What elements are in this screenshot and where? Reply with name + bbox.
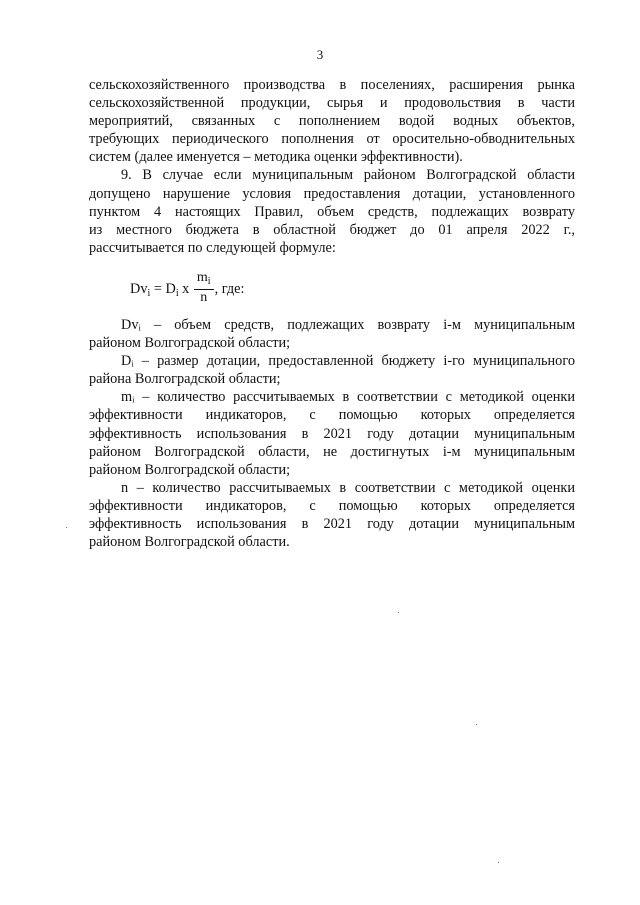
para9-line: допущено нарушение условия предоставления дотации, установленного <box>89 185 575 202</box>
intro-paragraph <box>89 76 575 257</box>
definition-line: эффективность использования в 2021 году дотации муниципальным <box>89 425 575 442</box>
definition-line: эффективности индикаторов, с помощью которых определяется <box>89 497 575 514</box>
text-line: сельскохозяйственного производства в поселениях, расширения рынка <box>89 77 575 93</box>
para9-line: из местного бюджета в областной бюджет до 01 апреля 2022 г., <box>89 221 575 238</box>
numerator-sub: i <box>207 276 211 287</box>
text-line: мероприятий, связанных с пополнением водой водных объектов, <box>89 113 575 130</box>
para9-line: пунктом 4 настоящих Правил, объем средств, подлежащих возврату <box>89 203 575 220</box>
fraction-denominator: n <box>200 290 208 305</box>
formula-lhs-sub: i <box>147 287 151 299</box>
formula-eq: = D <box>150 281 176 297</box>
scan-speck <box>476 724 477 725</box>
formula-d-sub: i <box>175 287 179 299</box>
text-line: требующих периодического пополнения от оросительно-обводнительных <box>89 131 575 148</box>
page-number: 3 <box>316 47 324 62</box>
definition-line: района Волгоградской области; <box>89 371 281 388</box>
definition-line: Dᵢ – размер дотации, предоставленной бюджету i-го муниципального <box>121 353 575 370</box>
scan-speck <box>398 612 399 613</box>
definition-line: районом Волгоградской области, не достигнутых i-м муниципальным <box>89 443 575 460</box>
formula <box>130 270 245 305</box>
formula-lhs: Dv <box>130 281 148 297</box>
definition-line: районом Волгоградской области. <box>89 534 290 551</box>
para9-line: 9. В случае если муниципальным районом Волгоградской области <box>121 167 575 184</box>
definition-line: районом Волгоградской области; <box>89 461 291 478</box>
definition-line: районом Волгоградской области; <box>89 335 291 352</box>
scan-speck <box>66 527 67 528</box>
definition-line: эффективности индикаторов, с помощью которых определяется <box>89 407 575 424</box>
definition-line: n – количество рассчитываемых в соответствии с методикой оценки <box>121 479 575 496</box>
definitions <box>89 316 575 551</box>
scan-speck <box>498 862 499 863</box>
para9-line: рассчитывается по следующей формуле: <box>89 239 336 256</box>
definition-line: Dvᵢ – объем средств, подлежащих возврату i-м муниципальным <box>121 317 575 333</box>
formula-suffix: , где: <box>214 281 245 297</box>
fraction-numerator <box>194 270 214 290</box>
definition-line: mᵢ – количество рассчитываемых в соответствии с методикой оценки <box>121 389 575 406</box>
text-line: сельскохозяйственной продукции, сырья и продовольствия в части <box>89 95 575 112</box>
formula-fraction <box>194 270 214 305</box>
definition-line: эффективность использования в 2021 году дотации муниципальным <box>89 516 575 533</box>
numerator-text: m <box>196 270 208 286</box>
formula-times: x <box>178 281 193 297</box>
text-line: систем (далее именуется – методика оценки эффективности). <box>89 149 463 166</box>
